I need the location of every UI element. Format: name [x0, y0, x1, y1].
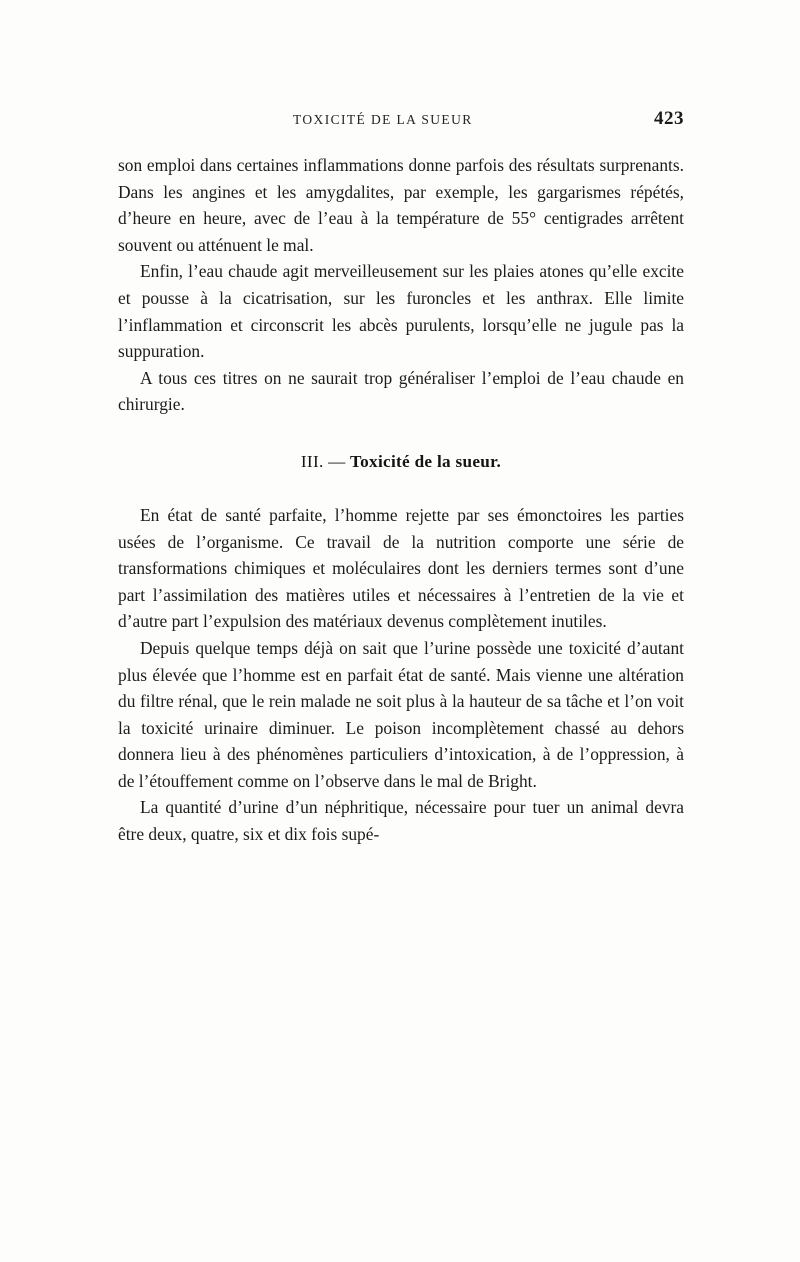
paragraph: En état de santé parfaite, l’homme rejette par ses émonctoires les parties usées de l’organisme. Ce travail de la nutrition comporte une série de transformations chimiques et moléculaires dont les derniers termes sont d’une part l’assimilation des matières utiles et nécessaires à l’entretien de la vie et d’autre part l’expulsion des matériaux devenus complètement inutiles.	[118, 504, 684, 632]
page-number: 423	[654, 108, 684, 129]
paragraph: La quantité d’urine d’un néphritique, nécessaire pour tuer un animal devra être deux, quatre, six et dix fois supé-	[118, 797, 684, 845]
paragraph: Enfin, l’eau chaude agit merveilleusement sur les plaies atones qu’elle excite et pousse à la cicatrisation, sur les furoncles et les anthrax. Elle limite l’inflammation et circonscrit les abcès purulents, lorsqu’elle ne jugule pas la suppuration.	[118, 261, 684, 362]
paragraph: Depuis quelque temps déjà on sait que l’urine possède une toxicité d’autant plus élevée que l’homme est en parfait état de santé. Mais vienne une altération du filtre rénal, que le rein malade ne soit plus à la hauteur de sa tâche et l’on voit la toxicité urinaire diminuer. Le poison incomplètement chassé au dehors donnera lieu à des phénomènes particuliers d’intoxication, à de l’oppression, à de l’étouffement comme on l’observe dans le mal de Bright.	[118, 637, 684, 791]
section-numeral: III.	[300, 451, 324, 471]
paragraph: son emploi dans certaines inflammations donne parfois des résultats surprenants. Dans les angines et les amygdalites, par exemple, les gargarismes répétés, d’heure en heure, avec de l’eau à la température de 55° centigrades arrêtent souvent ou atténuent le mal.	[118, 155, 684, 255]
page-content	[118, 108, 684, 848]
section-heading	[118, 452, 684, 472]
section-heading-text: Toxicité de la sueur.	[349, 451, 502, 471]
paragraph: A tous ces titres on ne saurait trop généraliser l’emploi de l’eau chaude en chirurgie.	[118, 367, 684, 415]
running-title: TOXICITÉ DE LA SUEUR	[293, 112, 473, 127]
section-dash: —	[328, 451, 346, 471]
running-head	[118, 108, 684, 130]
